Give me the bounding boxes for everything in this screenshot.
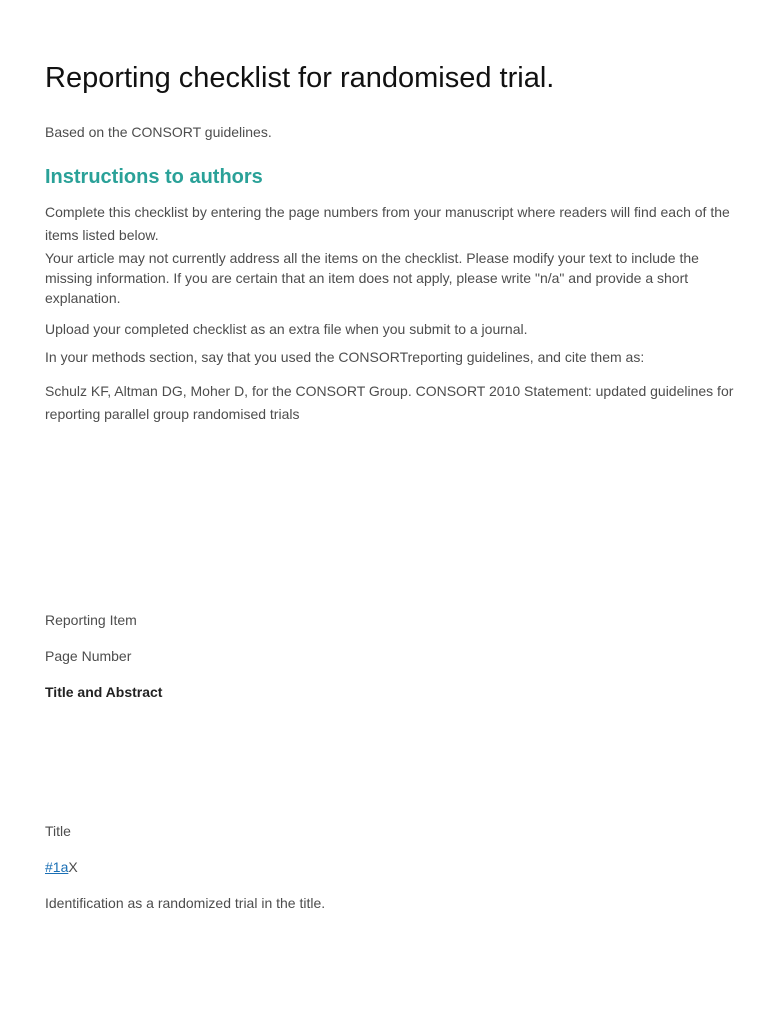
instructions-paragraph-1: Complete this checklist by entering the page numbers from your manuscript where readers will find each of the items listed below. [45,204,730,243]
instructions-paragraph-3: Upload your completed checklist as an extra file when you submit to a journal. [45,321,528,337]
instructions-heading: Instructions to authors [45,166,263,188]
item-id-link[interactable]: #1a [45,859,69,875]
instructions-paragraph-2: Your article may not currently address all the items on the checklist. Please modify your text to include the missing information. If you are certain that an item does not apply, please write "n/a" and provide a short explanation. [45,250,699,306]
item-id-suffix: X [68,859,78,875]
page-title: Reporting checklist for randomised trial. [45,62,555,94]
page-number-header: Page Number [45,648,132,664]
reporting-item-header: Reporting Item [45,612,137,628]
item-id [45,859,78,875]
item-name: Title [45,823,71,839]
citation-text: Schulz KF, Altman DG, Moher D, for the CONSORT Group. CONSORT 2010 Statement: updated guidelines for reporting parallel group randomised trials [45,383,734,422]
page-subtitle: Based on the CONSORT guidelines. [45,124,272,140]
item-description: Identification as a randomized trial in the title. [45,895,326,911]
instructions-paragraph-4: In your methods section, say that you used the CONSORTreporting guidelines, and cite them as: [45,349,645,365]
section-title-and-abstract: Title and Abstract [45,684,163,700]
